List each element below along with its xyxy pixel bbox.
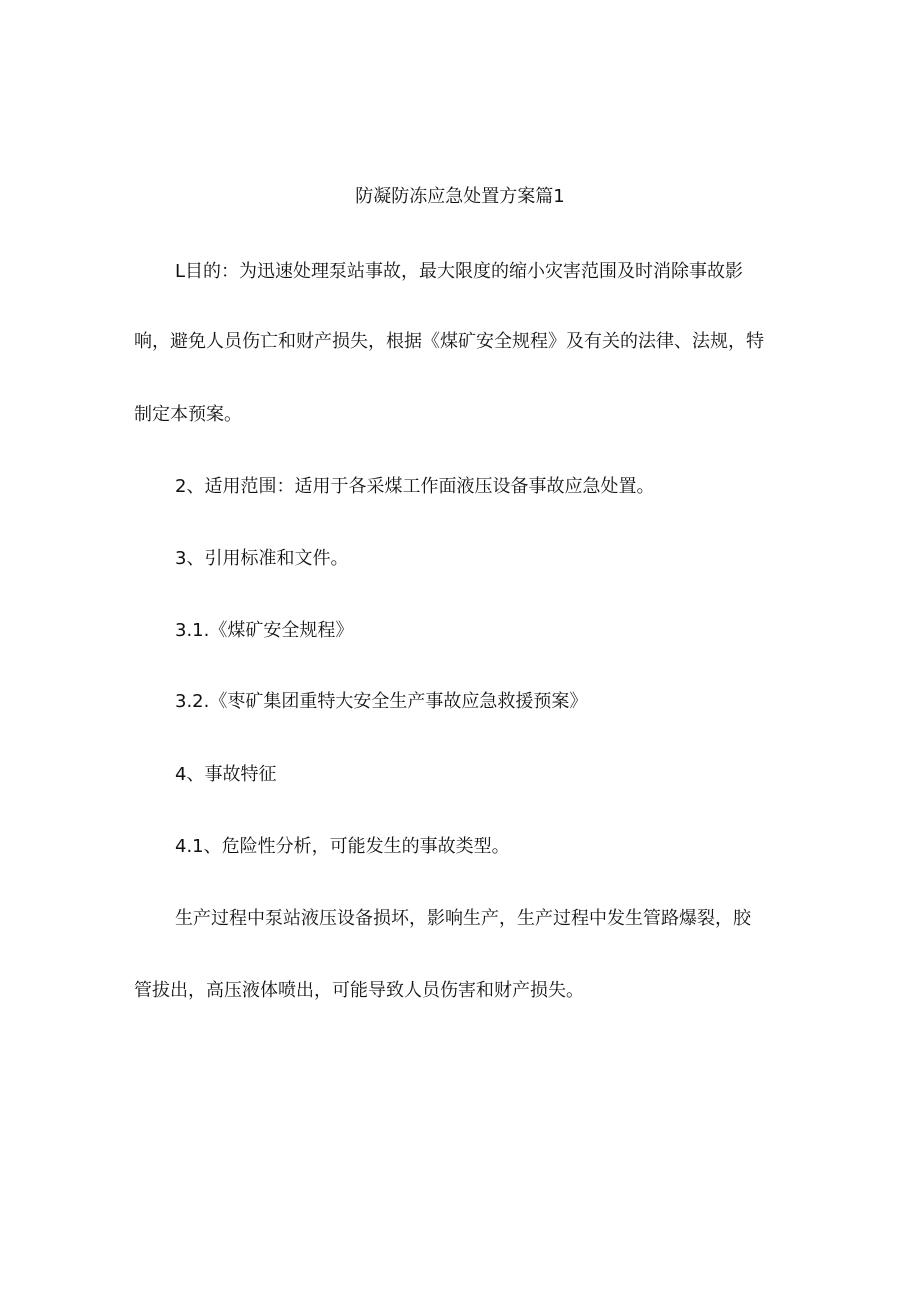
reference-item-1: 3.1.《煤矿安全规程》 bbox=[175, 620, 354, 641]
paragraph-purpose-line-1: L目的：为迅速处理泵站事故，最大限度的缩小灾害范围及时消除事故影 bbox=[175, 261, 744, 282]
paragraph-scope: 2、适用范围：适用于各采煤工作面液压设备事故应急处置。 bbox=[175, 476, 655, 497]
reference-item-2: 3.2.《枣矿集团重特大安全生产事故应急救援预案》 bbox=[175, 691, 588, 712]
paragraph-purpose-line-2: 响，避免人员伤亡和财产损失，根据《煤矿安全规程》及有关的法律、法规，特 bbox=[134, 331, 764, 352]
section-accident-features: 4、事故特征 bbox=[175, 764, 277, 785]
paragraph-references-heading: 3、引用标准和文件。 bbox=[175, 548, 349, 569]
paragraph-risk-line-2: 管拔出，高压液体喷出，可能导致人员伤害和财产损失。 bbox=[134, 980, 584, 1001]
paragraph-purpose-line-3: 制定本预案。 bbox=[134, 404, 242, 425]
paragraph-risk-line-1: 生产过程中泵站液压设备损坏，影响生产，生产过程中发生管路爆裂，胶 bbox=[175, 908, 751, 929]
document-title: 防凝防冻应急处置方案篇1 bbox=[355, 186, 565, 207]
subsection-risk-analysis: 4.1、危险性分析，可能发生的事故类型。 bbox=[175, 836, 510, 857]
